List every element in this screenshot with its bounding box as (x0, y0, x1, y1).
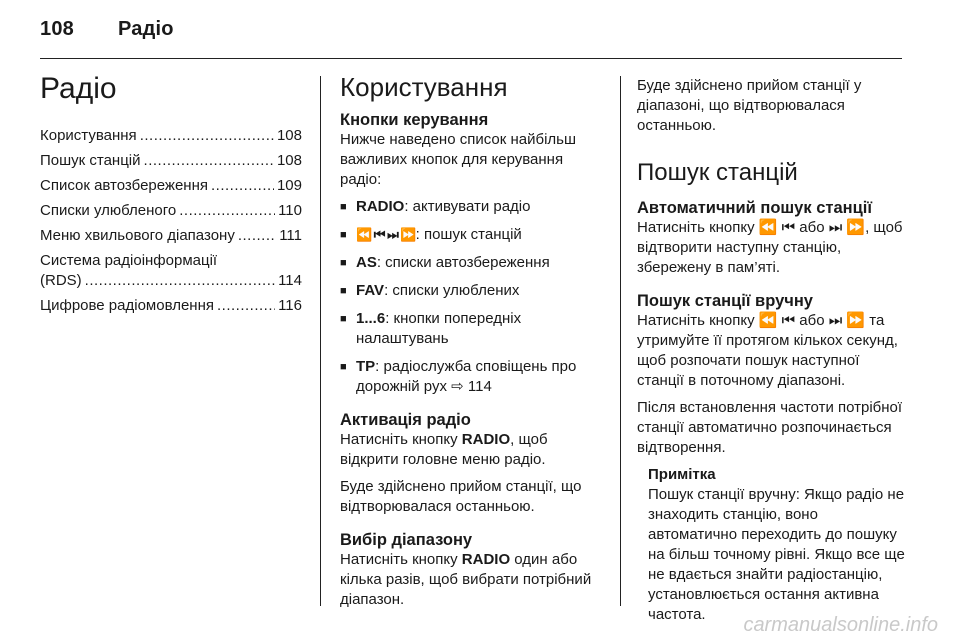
header-rule (40, 58, 902, 59)
buttons-heading: Кнопки керування (340, 111, 489, 129)
list-item: ■ 1...6: кнопки попередніх налаштувань (340, 309, 604, 349)
manual-search-text: Натисніть кнопку ⏪ ⏮ або ⏭ ⏩ та утримуйте її протягом кількох секунд, щоб розпочати пошук наступної станції в поточному діапазоні. (637, 312, 898, 389)
activation-text: Натисніть кнопку RADIO, щоб відкрити головне меню радіо. (340, 431, 548, 468)
toc-entry[interactable]: Користування ..... 108 (40, 126, 302, 146)
list-item: ■ TP: радіослужба сповіщень про дорожній рух ⇨ 114 (340, 357, 604, 397)
usage-title: Користування (340, 72, 508, 102)
band-text: Натисніть кнопку RADIO один або кілька разів, щоб вибрати потрібний діапазон. (340, 551, 592, 608)
note-text: Пошук станції вручну: Якщо радіо не знаходить станцію, воно автоматично переходить до пошуку на більш точному рівні. Якщо все ще не вдається знайти радіостанцію, установлюється остання активна частота. (648, 486, 905, 623)
toc-column (40, 70, 302, 321)
activation-text-2: Буде здійснено прийом станції, що відтворювалася останньою. (340, 478, 582, 515)
page-ref-link[interactable]: ⇨ 114 (451, 378, 492, 395)
buttons-intro: Нижче наведено список найбільш важливих кнопок для керування радіо: (340, 131, 577, 188)
activation-heading: Активація радіо (340, 411, 471, 429)
after-text: Після встановлення частоти потрібної станції автоматично розпочинається відтворення. (637, 399, 903, 456)
list-item: ■ RADIO: активувати радіо (340, 197, 604, 217)
page-number: 108 (40, 18, 74, 40)
note-box (637, 465, 907, 625)
manual-search-heading: Пошук станції вручну (637, 292, 813, 310)
section-title: Радіо (118, 18, 174, 40)
toc-entry-rds[interactable]: Система радіоінформації (RDS) ..... 114 (40, 251, 302, 291)
search-title: Пошук станцій (637, 159, 798, 186)
band-heading: Вибір діапазону (340, 531, 473, 549)
toc-entry[interactable]: Цифрове радіомовлення ..... 116 (40, 296, 302, 316)
column-divider-2 (620, 76, 621, 606)
watermark: carmanualsonline.info (743, 614, 938, 636)
note-title: Примітка (648, 466, 716, 483)
auto-search-text: Натисніть кнопку ⏪ ⏮ або ⏭ ⏩, щоб відтворити наступну станцію, збережену в пам’яті. (637, 219, 903, 276)
search-column (637, 70, 907, 632)
toc-entry[interactable]: Меню хвильового діапазону ..... 111 (40, 226, 302, 246)
usage-column (340, 70, 604, 617)
list-item: ■ ⏪ ⏮ ⏭ ⏩: пошук станцій (340, 225, 604, 245)
toc-entry[interactable]: Списки улюбленого ..... 110 (40, 201, 302, 221)
auto-search-heading: Автоматичний пошук станції (637, 199, 872, 217)
toc-entry[interactable]: Пошук станцій ..... 108 (40, 151, 302, 171)
list-item: ■ AS: списки автозбереження (340, 253, 604, 273)
chapter-title: Радіо (40, 72, 117, 105)
intro-text: Буде здійснено прийом станції у діапазоні, що відтворювалася останньою. (637, 77, 862, 134)
column-divider-1 (320, 76, 321, 606)
button-list (340, 197, 604, 397)
seek-buttons-icon: ⏪ ⏮ ⏭ ⏩ (356, 227, 416, 242)
list-item: ■ FAV: списки улюблених (340, 281, 604, 301)
toc-entry[interactable]: Список автозбереження ..... 109 (40, 176, 302, 196)
